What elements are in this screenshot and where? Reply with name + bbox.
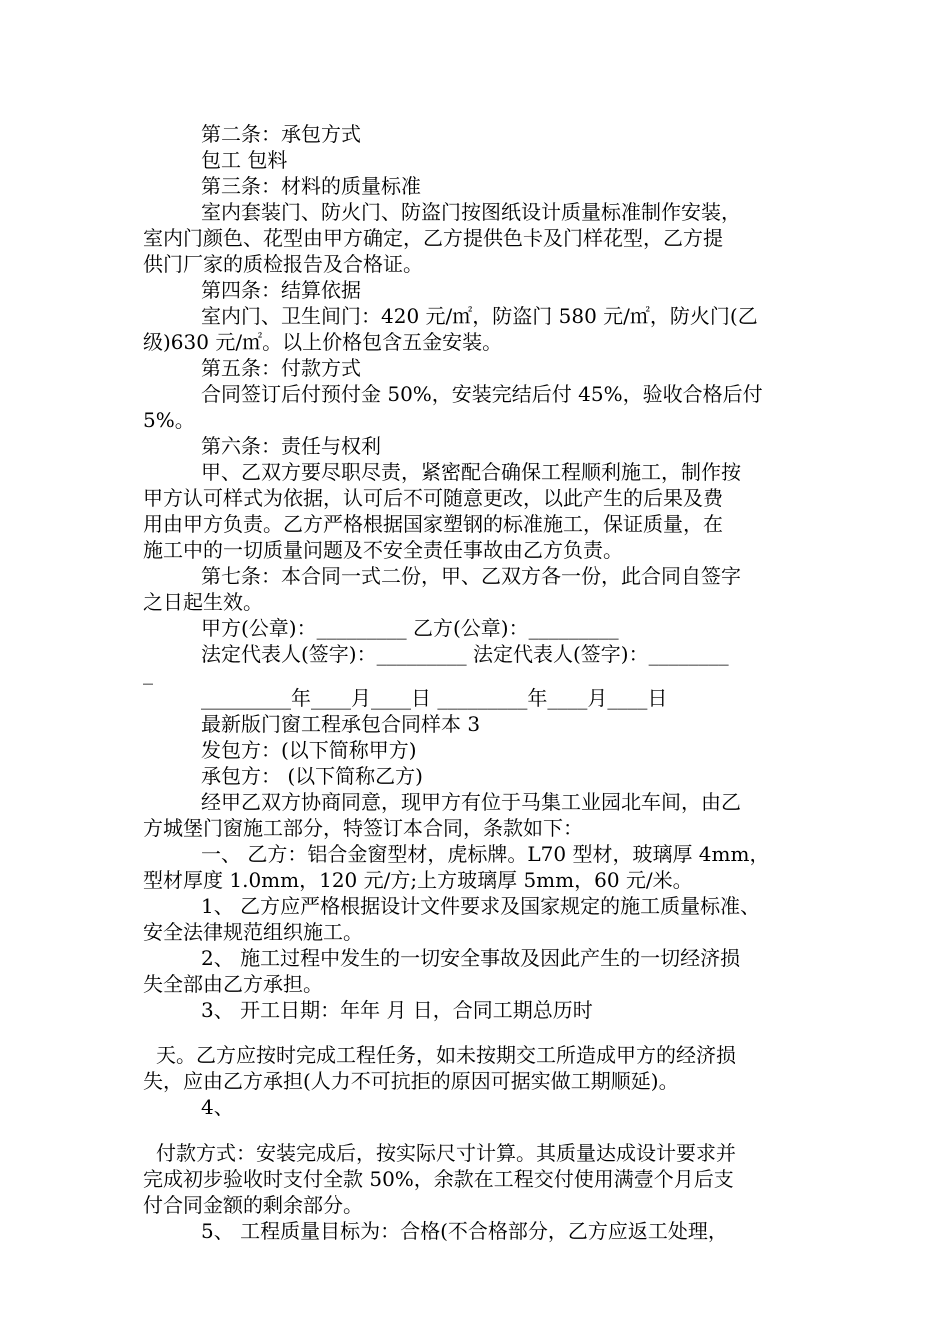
doc-line: 第四条：结算依据 [201,278,361,302]
doc-line: 3、 开工日期：年年 月 日，合同工期总历时 [201,998,593,1022]
doc-line: 1、 乙方应严格根据设计文件要求及国家规定的施工质量标准、 [201,894,761,918]
doc-line: 安全法律规范组织施工。 [143,920,363,944]
doc-line: 包工 包料 [201,148,288,172]
doc-line: 付款方式：安装完成后，按实际尺寸计算。其质量达成设计要求并 [156,1141,736,1165]
doc-line: 4、 [201,1095,234,1119]
doc-line: 第二条：承包方式 [201,122,361,146]
doc-line: 第五条：付款方式 [201,356,361,380]
section-title: 最新版门窗工程承包合同样本 3 [201,712,481,736]
doc-line: 付合同金额的剩余部分。 [143,1193,363,1217]
doc-line: 方城堡门窗施工部分，特签订本合同，条款如下： [143,816,583,840]
doc-line: 合同签订后付预付金 50%，安装完结后付 45%，验收合格后付 [201,382,763,406]
signature-line: 甲方(公章)：_________ 乙方(公章)：_________ [201,616,619,640]
doc-line: 完成初步验收时支付全款 50%，余款在工程交付使用满壹个月后支 [143,1167,734,1191]
date-line: _________年____月____日 _________年____月____日 [201,686,668,710]
doc-line: 失，应由乙方承担(人力不可抗拒的原因可据实做工期顺延)。 [143,1069,679,1093]
doc-line: 室内门颜色、花型由甲方确定，乙方提供色卡及门样花型，乙方提 [143,226,723,250]
doc-line: 级)630 元/㎡。以上价格包含五金安装。 [143,330,503,354]
doc-line: 一、 乙方：铝合金窗型材，虎标牌。L70 型材，玻璃厚 4mm， [201,842,770,866]
doc-line: 室内套装门、防火门、防盗门按图纸设计质量标准制作安装， [201,200,741,224]
doc-line: 5、 工程质量目标为：合格(不合格部分，乙方应返工处理， [201,1219,728,1243]
doc-line: 第三条：材料的质量标准 [201,174,421,198]
doc-line: 5%。 [143,408,195,432]
doc-line: 甲方认可样式为依据，认可后不可随意更改，以此产生的后果及费 [143,486,723,510]
doc-line: 供门厂家的质检报告及合格证。 [143,252,423,276]
doc-line: 承包方： (以下简称乙方) [201,764,423,788]
doc-line: 型材厚度 1.0mm，120 元/方;上方玻璃厚 5mm，60 元/米。 [143,868,693,892]
doc-line: 失全部由乙方承担。 [143,972,323,996]
doc-line: 天。乙方应按时完成工程任务，如未按期交工所造成甲方的经济损 [156,1043,736,1067]
doc-line: 2、 施工过程中发生的一切安全事故及因此产生的一切经济损 [201,946,741,970]
doc-line: 经甲乙双方协商同意，现甲方有位于马集工业园北车间，由乙 [201,790,741,814]
doc-line: 室内门、卫生间门：420 元/㎡，防盗门 580 元/㎡，防火门(乙 [201,304,758,328]
doc-line: 第七条：本合同一式二份，甲、乙双方各一份，此合同自签字 [201,564,741,588]
signature-line: 法定代表人(签字)：_________ 法定代表人(签字)：________ [201,642,729,666]
signature-line: _ [143,661,153,685]
doc-line: 甲、乙双方要尽职尽责，紧密配合确保工程顺利施工，制作按 [201,460,741,484]
doc-line: 之日起生效。 [143,590,263,614]
doc-line: 第六条：责任与权利 [201,434,381,458]
doc-line: 施工中的一切质量问题及不安全责任事故由乙方负责。 [143,538,623,562]
doc-line: 用由甲方负责。乙方严格根据国家塑钢的标准施工，保证质量，在 [143,512,723,536]
doc-line: 发包方：(以下简称甲方) [201,738,417,762]
